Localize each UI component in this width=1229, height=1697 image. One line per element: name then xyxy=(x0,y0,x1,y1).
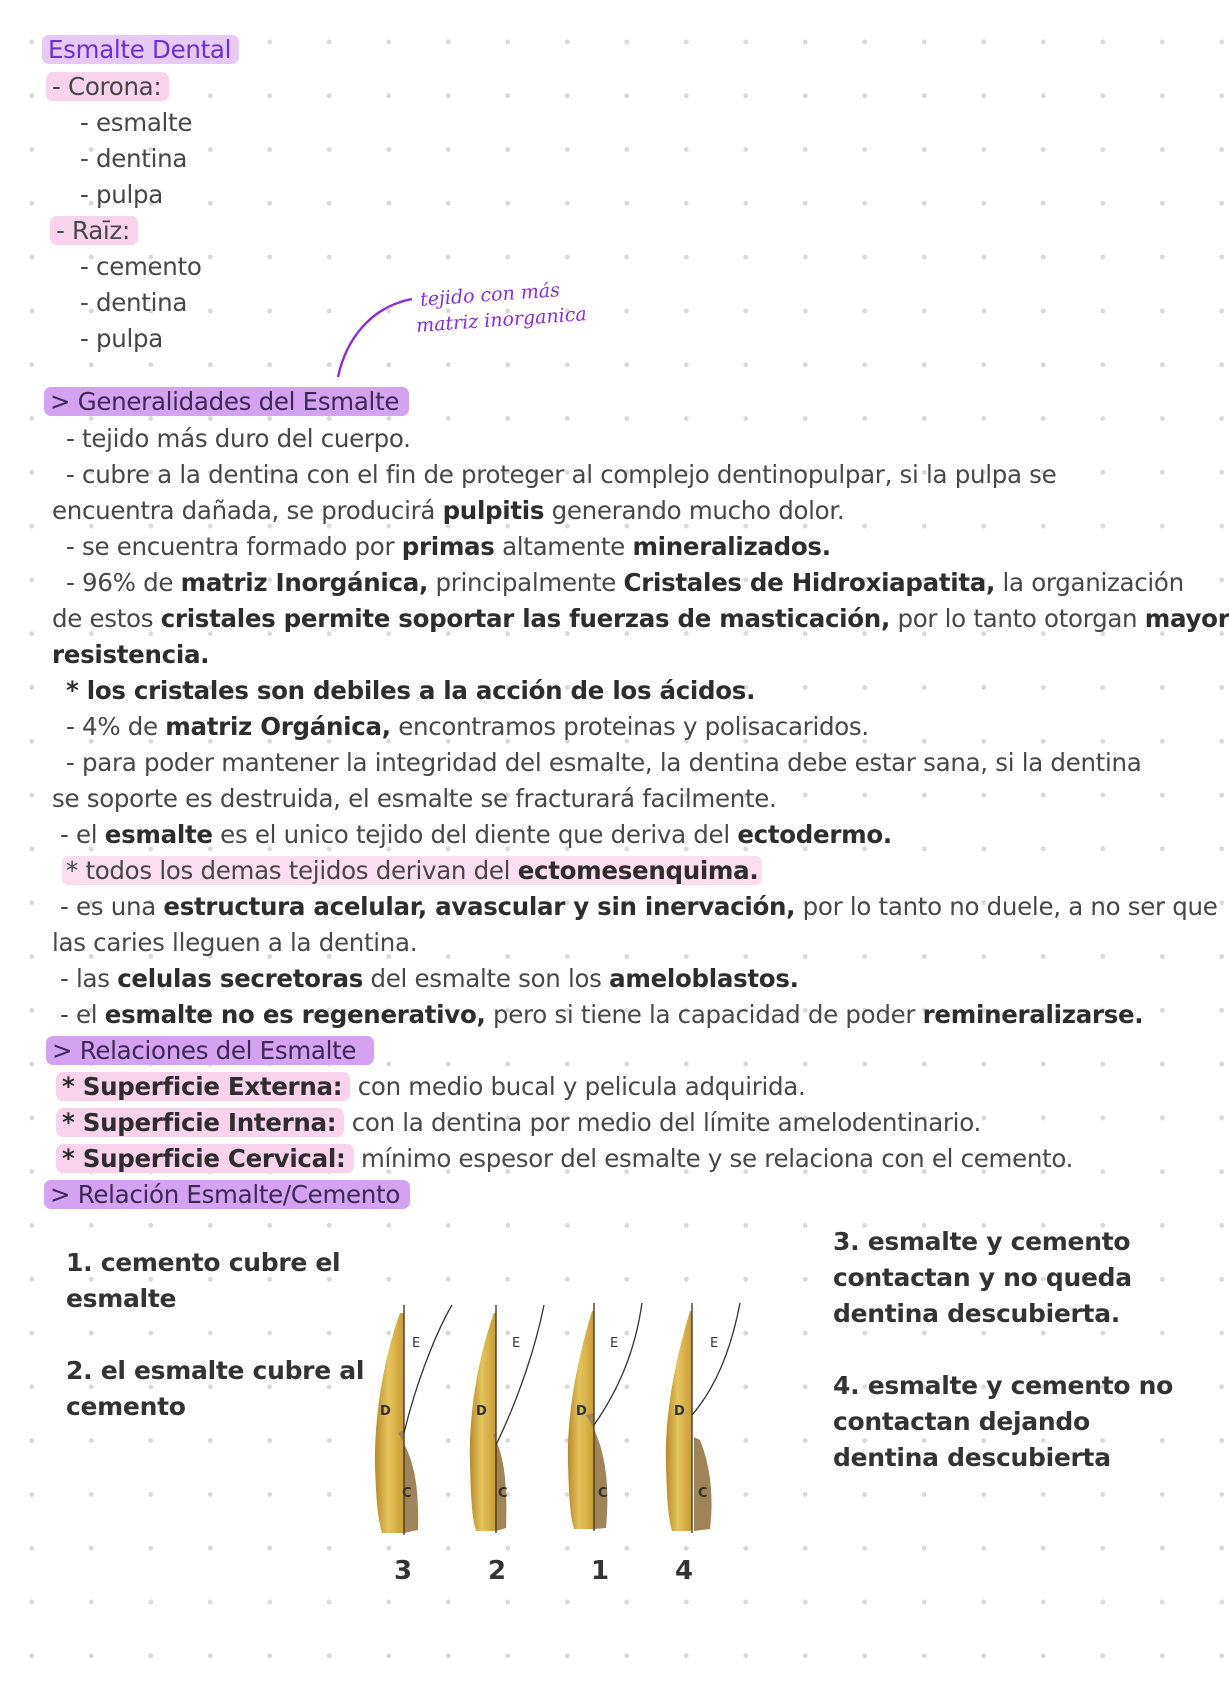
tooth-1 xyxy=(568,1303,642,1531)
text-line: de estos cristales permite soportar las fuerzas de masticación, por lo tanto otorgan mayor xyxy=(52,604,1229,633)
list-item: - dentina xyxy=(80,144,188,173)
figure-number: 1 xyxy=(591,1556,610,1586)
raiz-label: - Raīz: xyxy=(50,216,138,246)
text-line: - el esmalte no es regenerativo, pero si tiene la capacidad de poder remineralizarse. xyxy=(60,1000,1144,1029)
text-line: se soporte es destruida, el esmalte se fracturará facilmente. xyxy=(52,784,777,813)
tooth-4 xyxy=(666,1303,740,1533)
text-line: - tejido más duro del cuerpo. xyxy=(66,424,411,453)
right-notes: 3. esmalte y cemento contactan y no queda dentina descubierta. 4. esmalte y cemento no contactan dejando dentina descubierta xyxy=(833,1227,1174,1472)
text-line: resistencia. xyxy=(52,640,210,669)
tooth-2 xyxy=(470,1305,544,1533)
left-notes: 1. cemento cubre el esmalte 2. el esmalte cubre al cemento xyxy=(66,1248,365,1421)
text-line: - 96% de matriz Inorgánica, principalmente Cristales de Hidroxiapatita, la organización xyxy=(66,568,1184,597)
label-enamel: E xyxy=(412,1336,421,1351)
text-line: * los cristales son debiles a la acción de los ácidos. xyxy=(66,676,756,705)
annotation-line-1: tejido con más xyxy=(419,279,561,311)
relacion-cemento-heading: > Relación Esmalte/Cemento xyxy=(44,1180,410,1210)
tooth-3 xyxy=(375,1305,452,1535)
label-cementum: C xyxy=(598,1486,608,1501)
label-dentin: D xyxy=(674,1404,685,1419)
text-line: - cubre a la dentina con el fin de proteger al complejo dentinopulpar, si la pulpa se xyxy=(66,460,1057,489)
text-line: - el esmalte es el unico tejido del diente que deriva del ectodermo. xyxy=(60,820,892,849)
annotation-line-2: matriz inorganica xyxy=(415,303,588,337)
text-line: * Superficie Cervical: mínimo espesor del esmalte y se relaciona con el cemento. xyxy=(56,1144,1073,1174)
label-dentin: D xyxy=(380,1404,391,1419)
list-item: - pulpa xyxy=(80,324,163,353)
label-cementum: C xyxy=(698,1486,708,1501)
text-line: las caries lleguen a la dentina. xyxy=(52,928,418,957)
label-enamel: E xyxy=(512,1336,521,1351)
text-line: * Superficie Interna: con la dentina por medio del límite amelodentinario. xyxy=(56,1108,981,1138)
list-item: - dentina xyxy=(80,288,188,317)
text-line: - las celulas secretoras del esmalte son los ameloblastos. xyxy=(60,964,799,993)
text-line: - es una estructura acelular, avascular y sin inervación, por lo tanto no duele, a no ser que xyxy=(60,892,1218,921)
list-item: - pulpa xyxy=(80,180,163,209)
label-dentin: D xyxy=(576,1404,587,1419)
corona-label: - Corona: xyxy=(46,72,169,102)
text-line: - 4% de matriz Orgánica, encontramos proteinas y polisacaridos. xyxy=(66,712,869,741)
label-cementum: C xyxy=(402,1486,412,1501)
generalidades-heading: > Generalidades del Esmalte xyxy=(44,387,409,417)
label-enamel: E xyxy=(610,1336,619,1351)
annotation-arrow xyxy=(330,285,430,385)
figure-number: 4 xyxy=(675,1556,694,1586)
list-item: - cemento xyxy=(80,252,202,281)
relaciones-heading: > Relaciones del Esmalte xyxy=(46,1036,374,1066)
list-item: - esmalte xyxy=(80,108,193,137)
figure-number: 2 xyxy=(488,1556,507,1586)
tooth-diagram xyxy=(360,1285,760,1545)
text-line: encuentra dañada, se producirá pulpitis generando mucho dolor. xyxy=(52,496,845,525)
page-title: Esmalte Dental xyxy=(42,35,239,65)
label-dentin: D xyxy=(476,1404,487,1419)
text-line: - para poder mantener la integridad del esmalte, la dentina debe estar sana, si la dentina xyxy=(66,748,1142,777)
text-line: - se encuentra formado por primas altamente mineralizados. xyxy=(66,532,831,561)
text-line: * Superficie Externa: con medio bucal y pelicula adquirida. xyxy=(56,1072,805,1102)
text-line: * todos los demas tejidos derivan del ectomesenquima. xyxy=(62,856,762,886)
label-enamel: E xyxy=(710,1336,719,1351)
figure-number: 3 xyxy=(394,1556,413,1586)
label-cementum: C xyxy=(498,1486,508,1501)
